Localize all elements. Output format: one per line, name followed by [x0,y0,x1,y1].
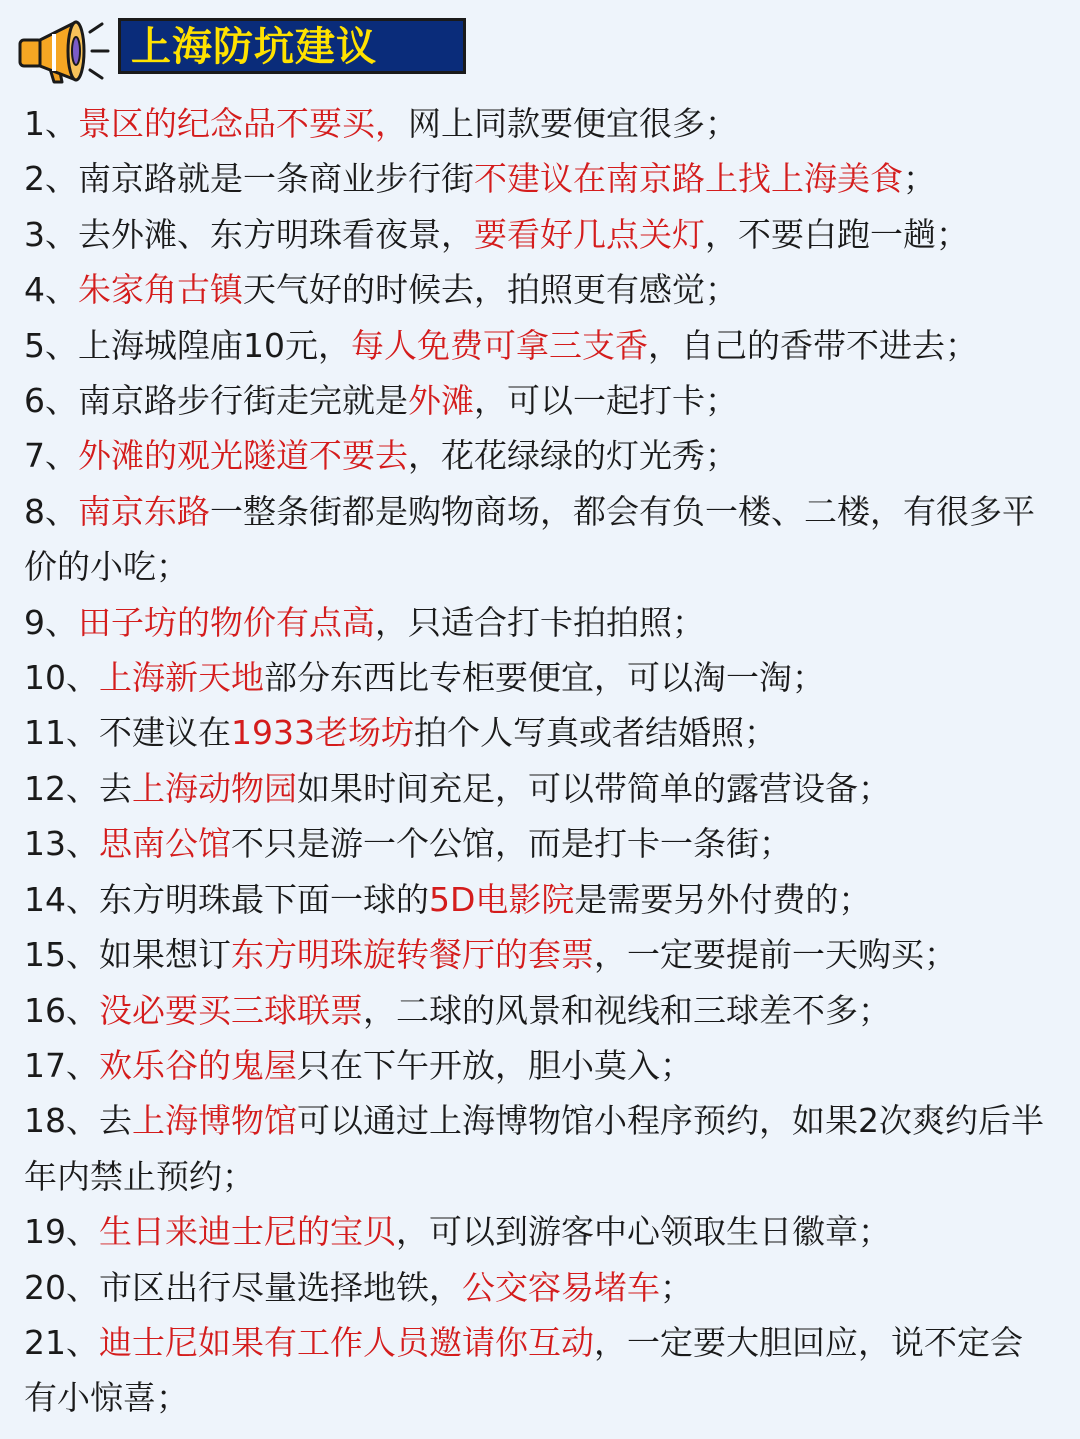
tip-text: 18、去 [24,1101,132,1141]
tip-text: 19、 [24,1212,99,1252]
tip-highlight: 生日来迪士尼的宝贝 [99,1212,396,1252]
tip-text: 3、去外滩、东方明珠看夜景， [24,214,474,254]
tip-highlight: 上海博物馆 [132,1101,297,1141]
tip-text: 部分东西比专柜要便宜，可以淘一淘； [264,658,825,698]
tip-item [24,761,1054,816]
tip-item [24,595,1054,650]
tip-highlight: 5D电影院 [429,879,575,919]
tip-text: 2、南京路就是一条商业步行街 [24,159,474,199]
tip-item [24,96,1054,151]
tip-highlight: 1933老场坊 [231,713,414,753]
tip-text: 1、 [24,104,78,143]
tip-text: 15、如果想订 [24,935,231,975]
tip-highlight: 景区的纪念品不要买， [78,104,408,143]
tip-text: ，花花绿绿的灯光秀； [408,436,738,476]
tip-item [24,428,1054,483]
tip-item [24,1038,1054,1093]
tip-text: 5、上海城隍庙10元， [24,325,351,365]
tip-text: 不只是游一个公馆，而是打卡一条街； [231,824,792,864]
tip-highlight: 上海动物园 [132,768,297,808]
tip-highlight: 南京东路 [78,491,210,531]
tip-item [24,927,1054,982]
tip-text: 16、 [24,990,99,1030]
tip-text: 17、 [24,1045,99,1085]
tip-highlight: 不建议在南京路上找上海美食 [474,159,903,199]
tip-text: ，可以一起打卡； [474,381,738,421]
tip-item [24,262,1054,317]
tip-item [24,484,1054,595]
tip-text: 14、东方明珠最下面一球的 [24,879,429,919]
tip-item [24,207,1054,262]
tip-highlight: 外滩 [408,381,474,421]
tip-text: 网上同款要便宜很多； [408,104,738,143]
tip-text: ； [660,1267,693,1307]
tip-item [24,1315,1054,1426]
tip-item [24,373,1054,428]
tips-list [24,96,1054,1426]
tip-text: ，自己的香带不进去； [648,325,978,365]
tip-text: 7、 [24,436,78,476]
tip-text: ； [903,159,936,199]
tip-text: ，一定要提前一天购买； [594,935,957,975]
tip-text: 20、市区出行尽量选择地铁， [24,1267,462,1307]
tip-text: 6、南京路步行街走完就是 [24,381,408,421]
tip-item [24,318,1054,373]
tip-item [24,983,1054,1038]
tip-highlight: 要看好几点关灯 [474,214,705,254]
tip-text: 4、 [24,270,78,310]
tip-item [24,872,1054,927]
tip-highlight: 每人免费可拿三支香 [351,325,648,365]
tip-text: ，二球的风景和视线和三球差不多； [363,990,891,1030]
tip-text: 是需要另外付费的； [574,879,872,919]
tip-text: 只在下午开放，胆小莫入； [297,1045,693,1085]
tip-text: 13、 [24,824,99,864]
tip-text: ，一定要大胆回应，说不定会有小惊喜； [24,1322,1023,1418]
tip-text: 11、不建议在 [24,713,231,753]
header [14,8,474,88]
title-banner [118,18,466,74]
tip-highlight: 欢乐谷的鬼屋 [99,1045,297,1085]
tip-item [24,650,1054,705]
tip-highlight: 朱家角古镇 [78,270,243,310]
tip-text: 一整条街都是购物商场，都会有负一楼、二楼，有很多平价的小吃； [24,491,1035,587]
tip-text: 21、 [24,1322,99,1362]
megaphone-icon [14,10,114,90]
tip-text: 12、去 [24,768,132,808]
tip-text: 拍个人写真或者结婚照； [413,713,777,753]
tip-item [24,1093,1054,1204]
tip-highlight: 迪士尼如果有工作人员邀请你互动 [99,1322,594,1362]
tip-highlight: 东方明珠旋转餐厅的套票 [231,935,594,975]
tip-text: ，只适合打卡拍拍照； [375,602,705,642]
tip-text: 如果时间充足，可以带简单的露营设备； [297,768,891,808]
tip-highlight: 没必要买三球联票 [99,990,363,1030]
tip-text: 可以通过上海博物馆小程序预约，如果2次爽约后半年内禁止预约； [24,1101,1044,1196]
tip-text: 天气好的时候去，拍照更有感觉； [243,270,738,310]
tip-text: ，可以到游客中心领取生日徽章； [396,1212,891,1252]
tip-item [24,151,1054,206]
page-title: 上海防坑建议 [131,24,377,70]
tip-highlight: 公交容易堵车 [462,1267,660,1307]
tip-text: 9、 [24,602,78,642]
tip-item [24,705,1054,760]
tip-item [24,1204,1054,1259]
tip-highlight: 上海新天地 [99,658,264,698]
tip-item [24,1260,1054,1315]
tip-text: 8、 [24,491,78,531]
tip-highlight: 外滩的观光隧道不要去 [78,436,408,476]
tip-item [24,816,1054,871]
tip-highlight: 田子坊的物价有点高 [78,602,375,642]
tip-highlight: 思南公馆 [99,824,231,864]
tip-text: 10、 [24,658,99,698]
tip-text: ，不要白跑一趟； [705,214,969,254]
